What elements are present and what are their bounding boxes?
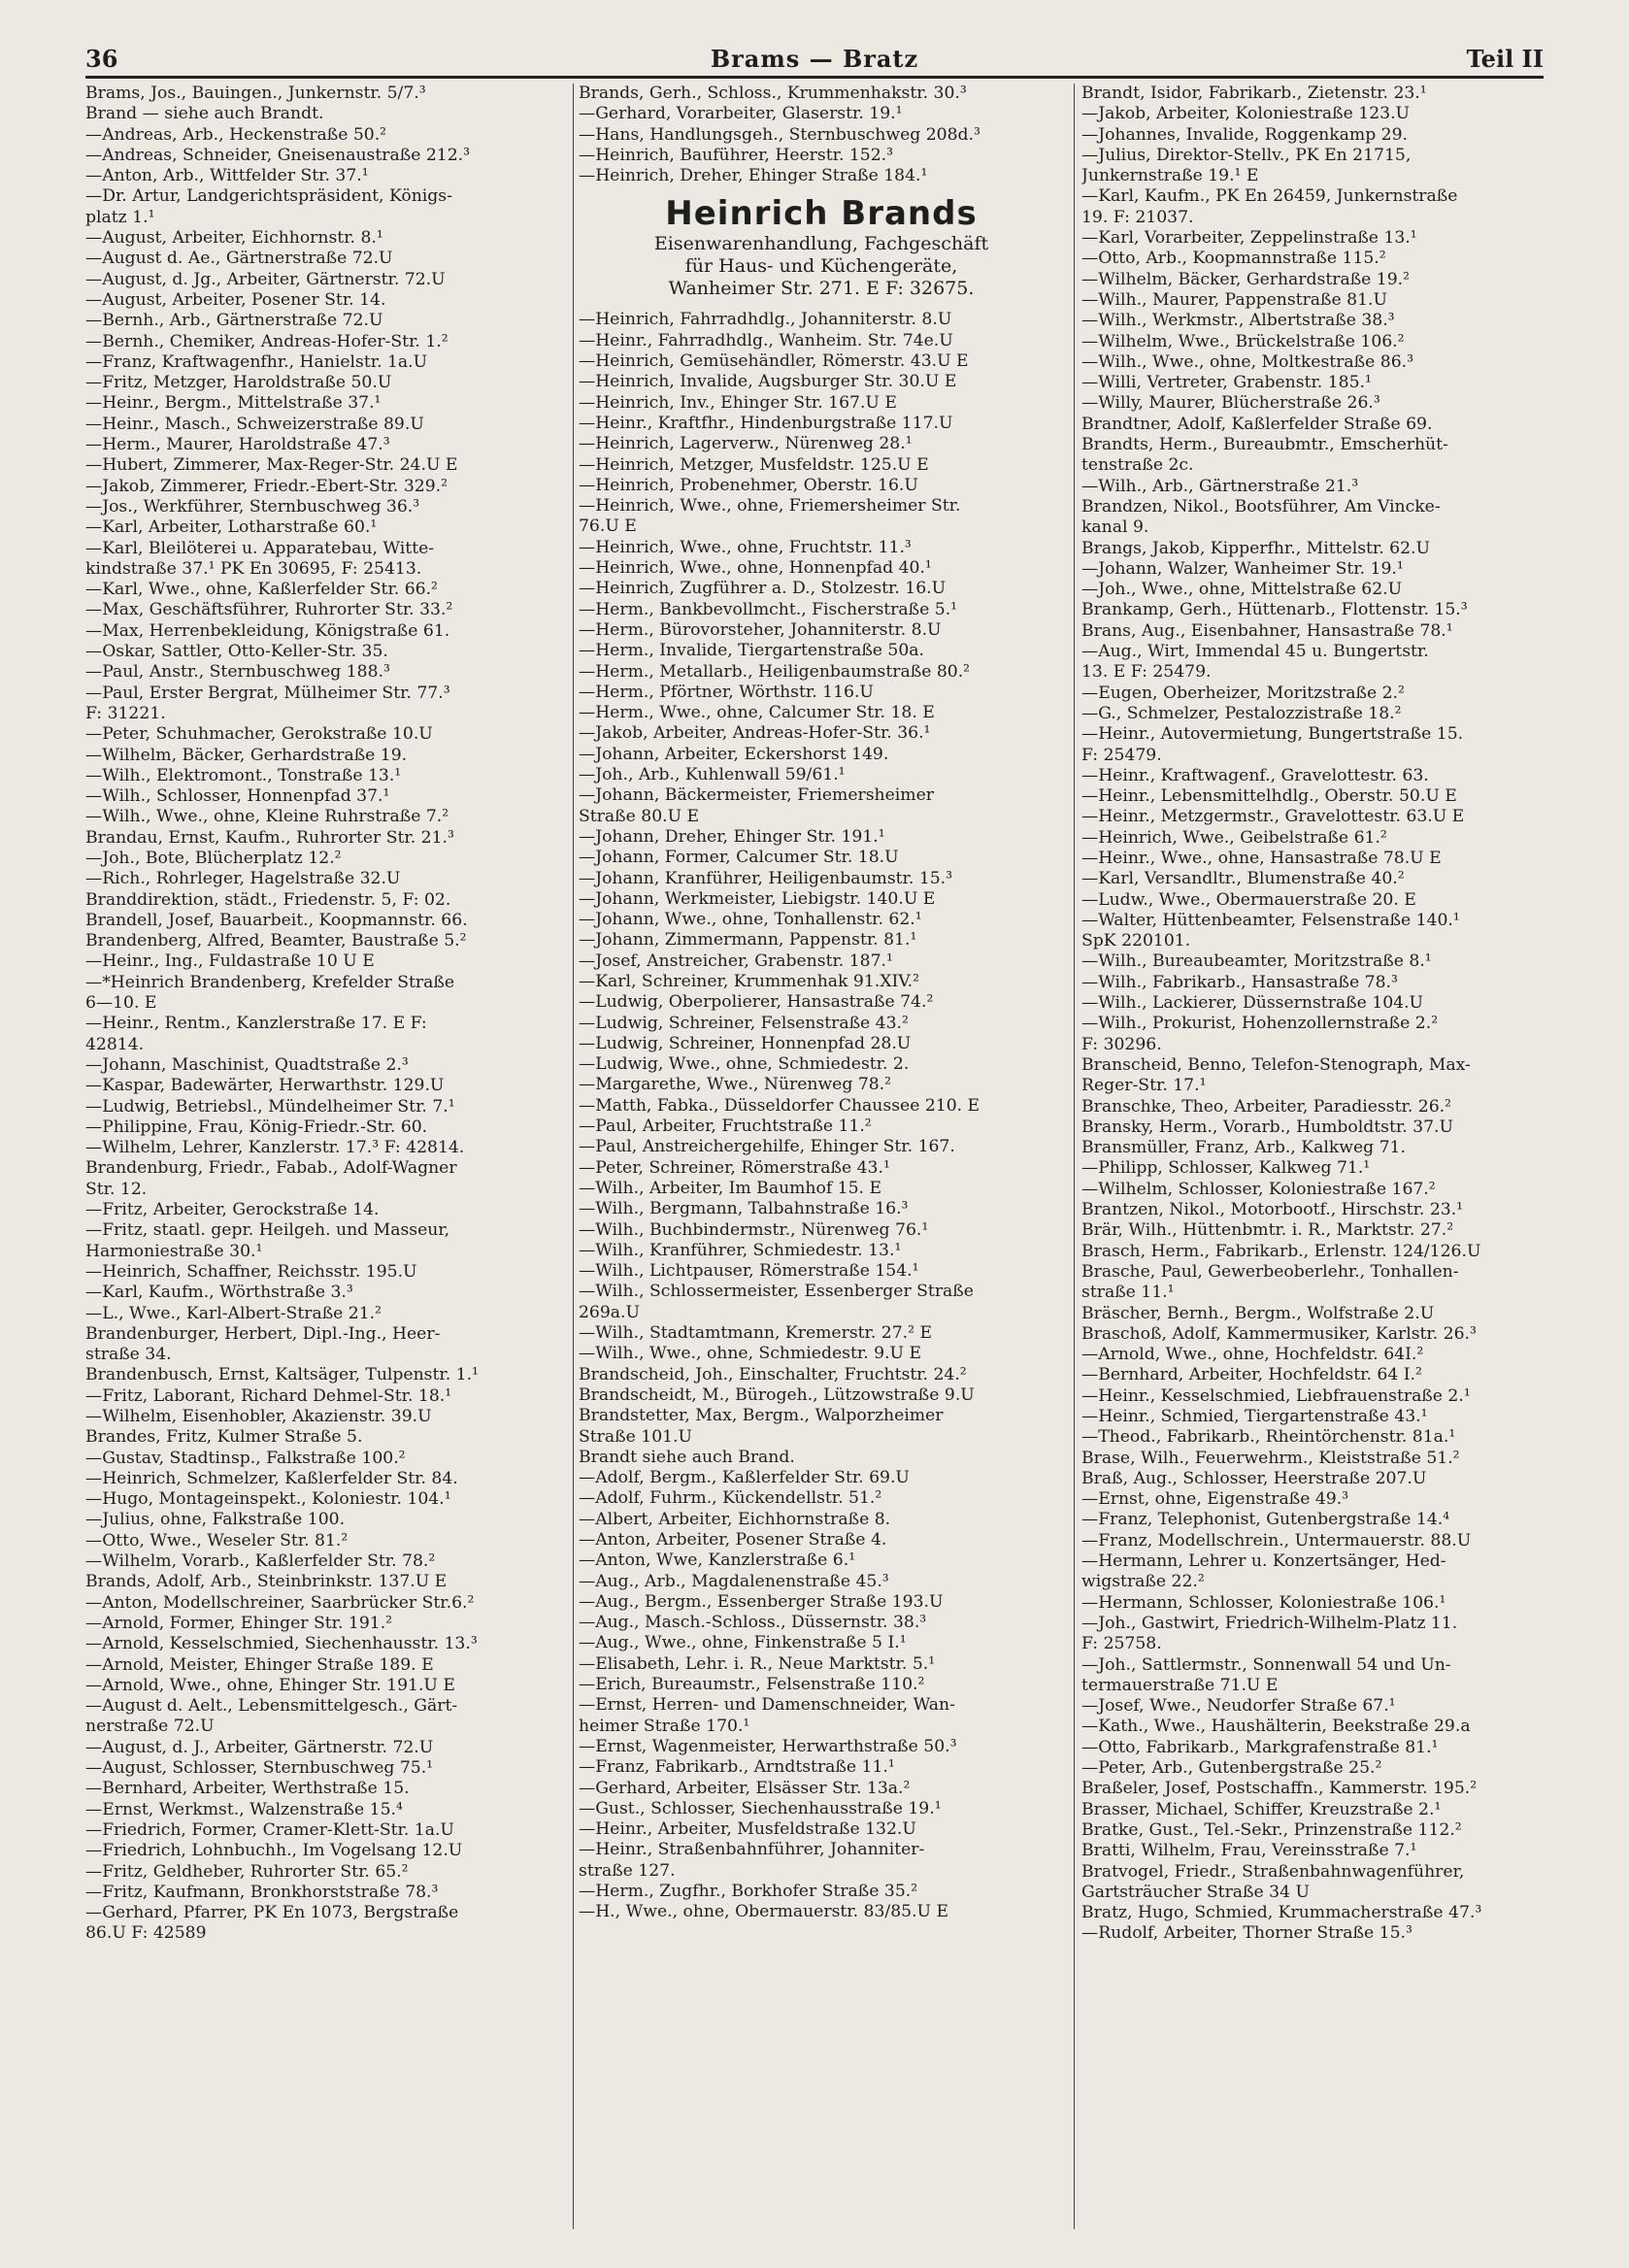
directory-entry-line: Junkernstraße 19.¹ E — [1081, 166, 1259, 186]
directory-entry-line: —Fritz, Arbeiter, Gerockstraße 14. — [85, 1200, 380, 1220]
directory-entry-line: —Ludw., Wwe., Obermauerstraße 20. E — [1081, 889, 1416, 910]
directory-entry-line: —Wilh., Arbeiter, Im Baumhof 15. E — [579, 1178, 882, 1198]
directory-entry-line: Brandenberg, Alfred, Beamter, Baustraße 5.² — [85, 931, 467, 951]
directory-entry-line: —Heinrich, Gemüsehändler, Römerstr. 43.U E — [579, 351, 969, 372]
directory-entry-line: —Joh., Arb., Kuhlenwall 59/61.¹ — [579, 765, 846, 785]
directory-entry-line: Branddirektion, städt., Friedenstr. 5, F: 02. — [85, 889, 451, 910]
directory-entry-line: —Heinrich, Fahrradhdlg., Johanniterstr. 8.U — [579, 310, 952, 330]
directory-entry-line: —Ludwig, Betriebsl., Mündelheimer Str. 7.¹ — [85, 1096, 455, 1117]
directory-entry-line: —Wilh., Wwe., ohne, Moltkestraße 86.³ — [1081, 351, 1413, 372]
directory-entry-line: —Josef, Anstreicher, Grabenstr. 187.¹ — [579, 951, 893, 971]
directory-entry-line: —August, Arbeiter, Eichhornstr. 8.¹ — [85, 228, 383, 249]
directory-entry-line: termauerstraße 71.U E — [1081, 1675, 1279, 1695]
directory-entry-line: —L., Wwe., Karl-Albert-Straße 21.² — [85, 1303, 382, 1323]
directory-entry-line: —Johann, Wwe., ohne, Tonhallenstr. 62.¹ — [579, 910, 922, 930]
directory-entry-line: —Heinr., Straßenbahnführer, Johanniter- — [579, 1840, 925, 1860]
directory-entry-line: —Bernh., Chemiker, Andreas-Hofer-Str. 1.² — [85, 331, 449, 351]
directory-entry-line: —Johann, Former, Calcumer Str. 18.U — [579, 848, 899, 868]
directory-entry-line: heimer Straße 170.¹ — [579, 1716, 750, 1736]
directory-entry-line: —Karl, Kaufm., PK En 26459, Junkernstraße — [1081, 186, 1458, 207]
directory-entry-line: —Gust., Schlosser, Siechenhausstraße 19.¹ — [579, 1798, 942, 1818]
directory-entry-line: —Fritz, staatl. gepr. Heilgeh. und Masseur, — [85, 1220, 450, 1241]
directory-entry-line: —Ernst, Werkmst., Walzenstraße 15.⁴ — [85, 1799, 403, 1819]
directory-entry-line: —Heinrich, Wwe., ohne, Honnenpfad 40.¹ — [579, 558, 932, 579]
ad-line-2: für Haus- und Küchengeräte, — [684, 255, 958, 278]
directory-entry-line: Brandts, Herm., Bureaubmtr., Emscherhüt- — [1081, 435, 1448, 455]
directory-entry-line: —Paul, Arbeiter, Fruchtstraße 11.² — [579, 1117, 872, 1137]
directory-entry-line: —Gerhard, Arbeiter, Elsässer Str. 13a.² — [579, 1778, 911, 1798]
directory-entry-line: —Ludwig, Schreiner, Felsenstraße 43.² — [579, 1013, 909, 1033]
directory-entry-line: Brandscheid, Joh., Einschalter, Fruchtstr. 24.² — [579, 1364, 967, 1384]
directory-entry-line: Brands, Adolf, Arb., Steinbrinkstr. 137.U E — [85, 1572, 448, 1592]
directory-entry-line: —Anton, Arb., Wittfelder Str. 37.¹ — [85, 166, 369, 186]
directory-entry-line: —Adolf, Fuhrm., Kückendellstr. 51.² — [579, 1488, 882, 1509]
directory-entry-line: —Matth, Fabka., Düsseldorfer Chaussee 210. E — [579, 1095, 981, 1116]
directory-entry-line: —Bernhard, Arbeiter, Hochfeldstr. 64 I.² — [1081, 1365, 1422, 1385]
directory-entry-line: Bratti, Wilhelm, Frau, Vereinsstraße 7.¹ — [1081, 1841, 1417, 1861]
directory-entry-line: Brandau, Ernst, Kaufm., Ruhrorter Str. 21.³ — [85, 827, 454, 848]
directory-entry-line: —Karl, Versandltr., Blumenstraße 40.² — [1081, 869, 1405, 889]
directory-entry-line: —Hermann, Schlosser, Koloniestraße 106.¹ — [1081, 1592, 1446, 1613]
directory-entry-line: —August d. Aelt., Lebensmittelgesch., Gärt- — [85, 1696, 458, 1717]
directory-entry-line: —Johann, Dreher, Ehinger Str. 191.¹ — [579, 826, 885, 847]
directory-entry-line: Straße 101.U — [579, 1426, 693, 1447]
directory-entry-line: Brankamp, Gerh., Hüttenarb., Flottenstr. 15.³ — [1081, 600, 1468, 620]
directory-entry-line: Brandscheidt, M., Bürogeh., Lützowstraße 9.U — [579, 1384, 975, 1405]
ad-line-3: Wanheimer Str. 271. E F: 32675. — [668, 278, 975, 300]
directory-entry-line: —Franz, Telephonist, Gutenbergstraße 14.⁴ — [1081, 1510, 1450, 1530]
directory-entry-line: Brans, Aug., Eisenbahner, Hansastraße 78.¹ — [1081, 620, 1453, 641]
directory-entry-line: —Adolf, Bergm., Kaßlerfelder Str. 69.U — [579, 1468, 910, 1488]
directory-entry-line: —Heinr., Masch., Schweizerstraße 89.U — [85, 414, 424, 434]
directory-entry-line: —Kath., Wwe., Haushälterin, Beekstraße 29.a — [1081, 1717, 1471, 1737]
directory-entry-line: —Johann, Werkmeister, Liebigstr. 140.U E — [579, 888, 936, 909]
directory-entry-line: —Herm., Invalide, Tiergartenstraße 50a. — [579, 641, 925, 661]
directory-entry-line: —Ernst, Herren- und Damenschneider, Wan- — [579, 1695, 955, 1716]
directory-entry-line: Brams, Jos., Bauingen., Junkernstr. 5/7.³ — [85, 83, 426, 103]
directory-entry-line: —August, Schlosser, Sternbuschweg 75.¹ — [85, 1758, 434, 1779]
directory-entry-line: —Hermann, Lehrer u. Konzertsänger, Hed- — [1081, 1551, 1446, 1572]
directory-entry-line: —August d. Ae., Gärtnerstraße 72.U — [85, 249, 393, 269]
directory-entry-line: —Wilh., Fabrikarb., Hansastraße 78.³ — [1081, 972, 1398, 992]
column-2-top — [579, 83, 1064, 186]
ad-business-name: Heinrich Brands — [665, 194, 978, 234]
directory-entry-line: Brandzen, Nikol., Bootsführer, Am Vincke- — [1081, 496, 1441, 517]
directory-entry-line: —Heinr., Wwe., ohne, Hansastraße 78.U E — [1081, 848, 1442, 868]
directory-entry-line: —Willi, Vertreter, Grabenstr. 185.¹ — [1081, 373, 1372, 393]
directory-entry-line: Bratz, Hugo, Schmied, Krummacherstraße 47.³ — [1081, 1903, 1482, 1923]
directory-entry-line: —Wilh., Bureaubeamter, Moritzstraße 8.¹ — [1081, 951, 1432, 972]
directory-entry-line: —Wilhelm, Wwe., Brückelstraße 106.² — [1081, 331, 1405, 351]
directory-entry-line: —Heinrich, Bauführer, Heerstr. 152.³ — [579, 145, 894, 165]
directory-entry-line: Brandstetter, Max, Bergm., Walporzheimer — [579, 1406, 944, 1426]
directory-entry-line: —Heinrich, Wwe., ohne, Fruchtstr. 11.³ — [579, 537, 912, 557]
directory-entry-line: tenstraße 2c. — [1081, 455, 1194, 476]
directory-entry-line: Brasch, Herm., Fabrikarb., Erlenstr. 124/126.U — [1081, 1241, 1481, 1261]
directory-entry-line: Branscheid, Benno, Telefon-Stenograph, Max- — [1081, 1054, 1471, 1075]
directory-entry-line: —Wilh., Stadtamtmann, Kremerstr. 27.² E — [579, 1323, 933, 1344]
directory-entry-line: —Anton, Modellschreiner, Saarbrücker Str.6.² — [85, 1592, 475, 1613]
directory-entry-line: Braschoß, Adolf, Kammermusiker, Karlstr. 26.³ — [1081, 1323, 1477, 1344]
directory-entry-line: —Peter, Arb., Gutenbergstraße 25.² — [1081, 1758, 1382, 1779]
directory-entry-line: —Heinrich, Zugführer a. D., Stolzestr. 16.U — [579, 579, 947, 599]
directory-entry-line: platz 1.¹ — [85, 207, 155, 227]
directory-entry-line: —Ernst, ohne, Eigenstraße 49.³ — [1081, 1489, 1349, 1510]
directory-entry-line: —Fritz, Geldheber, Ruhrorter Str. 65.² — [85, 1861, 409, 1882]
directory-entry-line: Bransky, Herm., Vorarb., Humboldtstr. 37.U — [1081, 1117, 1453, 1137]
directory-entry-line: —Aug., Masch.-Schloss., Düssernstr. 38.³ — [579, 1613, 927, 1633]
directory-entry-line: —Wilhelm, Vorarb., Kaßlerfelder Str. 78.² — [85, 1551, 436, 1572]
directory-entry-line: —Julius, Direktor-Stellv., PK En 21715, — [1081, 145, 1412, 165]
directory-entry-line: —Wilh., Schlossermeister, Essenberger Straße — [579, 1282, 974, 1302]
directory-entry-line: —Johannes, Invalide, Roggenkamp 29. — [1081, 124, 1409, 145]
directory-entry-line: —August, d. J., Arbeiter, Gärtnerstr. 72.U — [85, 1737, 434, 1757]
directory-entry-line: —Ludwig, Schreiner, Honnenpfad 28.U — [579, 1033, 912, 1053]
directory-entry-line: straße 34. — [85, 1345, 172, 1365]
directory-entry-line: —Franz, Kraftwagenfhr., Hanielstr. 1a.U — [85, 351, 428, 372]
directory-entry-line: SpK 220101. — [1081, 931, 1191, 951]
directory-entry-line: —Fritz, Laborant, Richard Dehmel-Str. 18.¹ — [85, 1385, 452, 1406]
directory-entry-line: —Friedrich, Former, Cramer-Klett-Str. 1a.U — [85, 1819, 454, 1840]
directory-entry-line: —Otto, Wwe., Weseler Str. 81.² — [85, 1530, 349, 1551]
directory-entry-line: —Heinrich, Inv., Ehinger Str. 167.U E — [579, 392, 897, 413]
directory-entry-line: —Wilh., Buchbindermstr., Nürenweg 76.¹ — [579, 1219, 929, 1240]
directory-entry-line: —Heinrich, Wwe., Geibelstraße 61.² — [1081, 827, 1387, 848]
directory-entry-line: straße 11.¹ — [1081, 1283, 1175, 1303]
directory-entry-line: F: 30296. — [1081, 1034, 1162, 1054]
directory-entry-line: —Rudolf, Arbeiter, Thorner Straße 15.³ — [1081, 1923, 1413, 1944]
directory-entry-line: 13. E F: 25479. — [1081, 662, 1212, 683]
directory-entry-line: —Johann, Bäckermeister, Friemersheimer — [579, 785, 934, 806]
directory-entry-line: —Joh., Gastwirt, Friedrich-Wilhelm-Platz 11. — [1081, 1613, 1458, 1633]
directory-entry-line: Brangs, Jakob, Kipperfhr., Mittelstr. 62.U — [1081, 538, 1430, 558]
directory-entry-line: Harmoniestraße 30.¹ — [85, 1241, 263, 1261]
directory-entry-line: Brandt siehe auch Brand. — [579, 1447, 795, 1467]
directory-entry-line: —Johann, Kranführer, Heiligenbaumstr. 15.³ — [579, 868, 953, 888]
directory-entry-line: —Paul, Anstr., Sternbuschweg 188.³ — [85, 662, 390, 683]
directory-entry-line: Brasser, Michael, Schiffer, Kreuzstraße 2.¹ — [1081, 1799, 1442, 1819]
directory-entry-line: Brandenbusch, Ernst, Kaltsäger, Tulpenstr. 1.¹ — [85, 1365, 479, 1385]
directory-entry-line: Brasche, Paul, Gewerbeoberlehr., Tonhallen- — [1081, 1261, 1459, 1282]
directory-entry-line: —Heinrich, Metzger, Musfeldstr. 125.U E — [579, 454, 929, 475]
directory-entry-line: Brandenburger, Herbert, Dipl.-Ing., Heer- — [85, 1323, 441, 1344]
directory-entry-line: 19. F: 21037. — [1081, 207, 1194, 227]
directory-entry-line: —Otto, Fabrikarb., Markgrafenstraße 81.¹ — [1081, 1737, 1439, 1757]
directory-entry-line: —Arnold, Wwe., ohne, Ehinger Str. 191.U E — [85, 1675, 455, 1695]
directory-entry-line: —Heinrich, Probenehmer, Oberstr. 16.U — [579, 475, 918, 495]
directory-entry-line: Gartsträucher Straße 34 U — [1081, 1882, 1310, 1902]
directory-entry-line: —Karl, Vorarbeiter, Zeppelinstraße 13.¹ — [1081, 228, 1417, 249]
directory-entry-line: —Jos., Werkführer, Sternbuschweg 36.³ — [85, 496, 420, 517]
directory-entry-line: —Aug., Bergm., Essenberger Straße 193.U — [579, 1591, 944, 1612]
directory-entry-line: —Heinrich, Schaffner, Reichsstr. 195.U — [85, 1261, 417, 1282]
directory-entry-line: F: 25758. — [1081, 1634, 1162, 1654]
directory-entry-line: Brantzen, Nikol., Motorbootf., Hirschstr. 23.¹ — [1081, 1200, 1464, 1220]
directory-entry-line: —Elisabeth, Lehr. i. R., Neue Marktstr. 5.¹ — [579, 1653, 936, 1674]
directory-entry-line: —Wilh., Bergmann, Talbahnstraße 16.³ — [579, 1199, 909, 1219]
directory-entry-line: —Heinr., Bergm., Mittelstraße 37.¹ — [85, 393, 382, 414]
directory-entry-line: —Jakob, Arbeiter, Andreas-Hofer-Str. 36.¹ — [579, 723, 931, 744]
directory-entry-line: —Albert, Arbeiter, Eichhornstraße 8. — [579, 1509, 891, 1529]
directory-entry-line: Braßeler, Josef, Postschaffn., Kammerstr. 195.² — [1081, 1779, 1478, 1799]
directory-entry-line: —Otto, Arb., Koopmannstraße 115.² — [1081, 249, 1386, 269]
directory-entry-line: —Herm., Metallarb., Heiligenbaumstraße 80.² — [579, 661, 971, 682]
directory-entry-line: —Wilh., Wwe., ohne, Kleine Ruhrstraße 7.² — [85, 807, 449, 827]
directory-entry-line: Bratvogel, Friedr., Straßenbahnwagenführer, — [1081, 1861, 1465, 1882]
directory-entry-line: —Heinr., Fahrradhdlg., Wanheim. Str. 74e.U — [579, 330, 953, 350]
directory-entry-line: Brandt, Isidor, Fabrikarb., Zietenstr. 23.¹ — [1081, 83, 1427, 103]
directory-entry-line: Straße 80.U E — [579, 806, 700, 826]
directory-entry-line: Braß, Aug., Schlosser, Heerstraße 207.U — [1081, 1468, 1427, 1488]
directory-entry-line: Branschke, Theo, Arbeiter, Paradiesstr. 26.² — [1081, 1096, 1452, 1117]
directory-entry-line: —Herm., Zugfhr., Borkhofer Straße 35.² — [579, 1882, 918, 1902]
directory-entry-line: —Max, Herrenbekleidung, Königstraße 61. — [85, 620, 450, 641]
directory-entry-line: —Ludwig, Wwe., ohne, Schmiedestr. 2. — [579, 1054, 910, 1075]
directory-entry-line: —August, d. Jg., Arbeiter, Gärtnerstr. 72.U — [85, 269, 446, 289]
directory-entry-line: —Karl, Bleilöterei u. Apparatebau, Witte- — [85, 538, 435, 558]
directory-entry-line: —Gerhard, Pfarrer, PK En 1073, Bergstraße — [85, 1903, 459, 1923]
directory-entry-line: F: 31221. — [85, 703, 166, 723]
directory-entry-line: —Heinrich, Invalide, Augsburger Str. 30.U E — [579, 372, 957, 392]
directory-entry-line: —Bernhard, Arbeiter, Werthstraße 15. — [85, 1779, 410, 1799]
header-rule — [85, 76, 1544, 79]
directory-entry-line: —Johann, Arbeiter, Eckershorst 149. — [579, 744, 889, 764]
directory-entry-line: Brandes, Fritz, Kulmer Straße 5. — [85, 1427, 363, 1448]
directory-entry-line: —H., Wwe., ohne, Obermauerstr. 83/85.U E — [579, 1902, 949, 1922]
directory-entry-line: —Wilh., Kranführer, Schmiedestr. 13.¹ — [579, 1240, 902, 1260]
directory-entry-line: —G., Schmelzer, Pestalozzistraße 18.² — [1081, 703, 1402, 723]
directory-entry-line: —Wilhelm, Bäcker, Gerhardstraße 19.² — [1081, 269, 1411, 289]
directory-entry-line: Brandell, Josef, Bauarbeit., Koopmannstr. 66. — [85, 910, 468, 930]
directory-entry-line: —Wilh., Wwe., ohne, Schmiedestr. 9.U E — [579, 1344, 922, 1364]
directory-entry-line: —Franz, Modellschrein., Untermauerstr. 88.U — [1081, 1530, 1472, 1551]
directory-entry-line: —August, Arbeiter, Posener Str. 14. — [85, 289, 386, 310]
directory-entry-line: —Anton, Wwe, Kanzlerstraße 6.¹ — [579, 1551, 856, 1571]
directory-entry-line: kanal 9. — [1081, 517, 1149, 538]
directory-entry-line: —Margarethe, Wwe., Nürenweg 78.² — [579, 1075, 892, 1095]
directory-entry-line: Reger-Str. 17.¹ — [1081, 1076, 1207, 1096]
directory-entry-line: Brand — siehe auch Brandt. — [85, 104, 324, 124]
directory-entry-line: —Heinr., Kraftfhr., Hindenburgstraße 117.U — [579, 413, 953, 433]
directory-entry-line: —Heinrich, Dreher, Ehinger Straße 184.¹ — [579, 166, 928, 186]
directory-entry-line: —Andreas, Arb., Heckenstraße 50.² — [85, 124, 387, 145]
directory-entry-line: 86.U F: 42589 — [85, 1923, 207, 1944]
directory-entry-line: —Jakob, Zimmerer, Friedr.-Ebert-Str. 329.² — [85, 476, 449, 496]
directory-entry-line: —Peter, Schreiner, Römerstraße 43.¹ — [579, 1157, 890, 1178]
advertisement — [579, 194, 1064, 300]
directory-entry-line: —Bernh., Arb., Gärtnerstraße 72.U — [85, 311, 383, 331]
directory-entry-line: —Wilhelm, Lehrer, Kanzlerstr. 17.³ F: 42814. — [85, 1138, 465, 1158]
directory-entry-line: —Paul, Anstreichergehilfe, Ehinger Str. 167. — [579, 1137, 955, 1157]
directory-entry-line: —Eugen, Oberheizer, Moritzstraße 2.² — [1081, 683, 1405, 703]
directory-entry-line: —Heinr., Ing., Fuldastraße 10 U E — [85, 951, 375, 972]
directory-entry-line: —Heinrich, Lagerverw., Nürenweg 28.¹ — [579, 434, 913, 454]
directory-entry-line: —Fritz, Kaufmann, Bronkhorststraße 78.³ — [85, 1882, 439, 1902]
column-1 — [85, 83, 571, 2229]
directory-entry-line: —Karl, Schreiner, Krummenhak 91.XIV.² — [579, 971, 920, 991]
directory-entry-line: —Herm., Wwe., ohne, Calcumer Str. 18. E — [579, 703, 935, 723]
section-label: Teil II — [1466, 45, 1544, 73]
directory-entry-line: —Josef, Wwe., Neudorfer Straße 67.¹ — [1081, 1696, 1396, 1717]
directory-entry-line: —Friedrich, Lohnbuchh., Im Vogelsang 12.U — [85, 1841, 463, 1861]
directory-entry-line: —Arnold, Meister, Ehinger Straße 189. E — [85, 1654, 434, 1675]
directory-entry-line: nerstraße 72.U — [85, 1717, 215, 1737]
directory-entry-line: —Arnold, Former, Ehinger Str. 191.² — [85, 1613, 393, 1633]
directory-entry-line: —Karl, Kaufm., Wörthstraße 3.³ — [85, 1283, 353, 1303]
directory-entry-line: F: 25479. — [1081, 745, 1162, 765]
directory-entry-line: —Hubert, Zimmerer, Max-Reger-Str. 24.U E — [85, 455, 458, 476]
directory-entry-line: —Wilh., Prokurist, Hohenzollernstraße 2.² — [1081, 1014, 1439, 1034]
directory-entry-line: Bräscher, Bernh., Bergm., Wolfstraße 2.U — [1081, 1303, 1435, 1323]
directory-entry-line: —Max, Geschäftsführer, Ruhrorter Str. 33.² — [85, 600, 453, 620]
directory-entry-line: —Ludwig, Oberpolierer, Hansastraße 74.² — [579, 992, 934, 1013]
directory-entry-line: —Jakob, Arbeiter, Koloniestraße 123.U — [1081, 104, 1411, 124]
directory-entry-line: —Wilhelm, Bäcker, Gerhardstraße 19. — [85, 745, 408, 765]
directory-entry-line: —Philippine, Frau, König-Friedr.-Str. 60. — [85, 1117, 428, 1137]
directory-entry-line: —Wilhelm, Eisenhobler, Akazienstr. 39.U — [85, 1407, 432, 1426]
page-header — [85, 45, 1544, 78]
directory-entry-line: —Paul, Erster Bergrat, Mülheimer Str. 77.³ — [85, 683, 450, 703]
directory-entry-line: —Walter, Hüttenbeamter, Felsenstraße 140.¹ — [1081, 910, 1460, 930]
directory-entry-line: Brandenburg, Friedr., Fabab., Adolf-Wagner — [85, 1158, 457, 1179]
directory-entry-line: —Kaspar, Badewärter, Herwarthstr. 129.U — [85, 1076, 445, 1096]
directory-entry-line: —Heinrich, Wwe., ohne, Friemersheimer Str. — [579, 496, 961, 517]
directory-entry-line: —Wilh., Arb., Gärtnerstraße 21.³ — [1081, 476, 1359, 496]
directory-entry-line: —Rich., Rohrleger, Hagelstraße 32.U — [85, 869, 401, 889]
directory-entry-line: —Joh., Wwe., ohne, Mittelstraße 62.U — [1081, 580, 1403, 600]
directory-entry-line: —Andreas, Schneider, Gneisenaustraße 212.³ — [85, 145, 470, 165]
directory-entry-line: straße 127. — [579, 1860, 676, 1881]
directory-entry-line: —Ernst, Wagenmeister, Herwarthstraße 50.³ — [579, 1736, 957, 1756]
directory-entry-line: —Karl, Wwe., ohne, Kaßlerfelder Str. 66.² — [85, 580, 438, 600]
directory-entry-line: —Heinr., Arbeiter, Musfeldstraße 132.U — [579, 1819, 916, 1840]
directory-entry-line: —Heinr., Rentm., Kanzlerstraße 17. E F: — [85, 1014, 427, 1034]
directory-entry-line: —Wilh., Elektromont., Tonstraße 13.¹ — [85, 765, 402, 785]
directory-entry-line: Bratke, Gust., Tel.-Sekr., Prinzenstraße 112.² — [1081, 1819, 1462, 1840]
directory-entry-line: —Gustav, Stadtinsp., Falkstraße 100.² — [85, 1448, 406, 1468]
column-2-bottom — [579, 310, 1064, 1922]
directory-entry-line: —Fritz, Metzger, Haroldstraße 50.U — [85, 373, 392, 393]
page-number: 36 — [85, 45, 118, 73]
directory-entry-line: —Hans, Handlungsgeh., Sternbuschweg 208d.³ — [579, 124, 981, 145]
directory-entry-line: —Aug., Wirt, Immendal 45 u. Bungertstr. — [1081, 642, 1429, 662]
directory-entry-line: —Wilh., Lichtpauser, Römerstraße 154.¹ — [579, 1261, 919, 1282]
directory-entry-line: 6—10. E — [85, 993, 157, 1014]
directory-entry-line: —Dr. Artur, Landgerichtspräsident, Königs- — [85, 186, 452, 207]
directory-entry-line: —Anton, Arbeiter, Posener Straße 4. — [579, 1530, 887, 1550]
directory-entry-line: —Gerhard, Vorarbeiter, Glaserstr. 19.¹ — [579, 104, 903, 124]
directory-entry-line: —Wilhelm, Schlosser, Koloniestraße 167.² — [1081, 1179, 1436, 1199]
directory-entry-line: —Heinr., Schmied, Tiergartenstraße 43.¹ — [1081, 1407, 1428, 1426]
directory-entry-line: —Peter, Schuhmacher, Gerokstraße 10.U — [85, 724, 433, 745]
ad-line-1: Eisenwarenhandlung, Fachgeschäft — [653, 233, 989, 255]
directory-entry-line: —Johann, Maschinist, Quadtstraße 2.³ — [85, 1054, 409, 1075]
directory-entry-line: —Wilh., Werkmstr., Albertstraße 38.³ — [1081, 311, 1395, 331]
directory-entry-line: —Wilh., Schlosser, Honnenpfad 37.¹ — [85, 786, 390, 807]
directory-entry-line: —Philipp, Schlosser, Kalkweg 71.¹ — [1081, 1158, 1371, 1179]
directory-entry-line: Brandtner, Adolf, Kaßlerfelder Straße 69. — [1081, 414, 1433, 434]
directory-entry-line: Str. 12. — [85, 1179, 148, 1199]
directory-entry-line: —Arnold, Kesselschmied, Siechenhausstr. 13.³ — [85, 1634, 478, 1654]
directory-entry-line: —Julius, ohne, Falkstraße 100. — [85, 1510, 346, 1530]
directory-entry-line: —Heinr., Metzgermstr., Gravelottestr. 63.U E — [1081, 807, 1465, 827]
directory-entry-line: Brands, Gerh., Schloss., Krummenhakstr. 30.³ — [579, 83, 967, 103]
directory-entry-line: —Theod., Fabrikarb., Rheintörchenstr. 81a.¹ — [1081, 1427, 1456, 1448]
directory-entry-line: —Herm., Bürovorsteher, Johanniterstr. 8.U — [579, 619, 942, 640]
directory-entry-line: 42814. — [85, 1034, 145, 1054]
directory-entry-line: —Erich, Bureaumstr., Felsenstraße 110.² — [579, 1675, 925, 1695]
directory-entry-line: —Arnold, Wwe., ohne, Hochfeldstr. 64I.² — [1081, 1345, 1424, 1365]
directory-entry-line: Brär, Wilh., Hüttenbmtr. i. R., Marktstr. 27.² — [1081, 1220, 1454, 1241]
directory-entry-line: —Herm., Pförtner, Wörthstr. 116.U — [579, 682, 874, 702]
directory-entry-line: —Herm., Maurer, Haroldstraße 47.³ — [85, 435, 390, 455]
directory-entry-line: —Joh., Bote, Blücherplatz 12.² — [85, 848, 342, 868]
directory-entry-line: —Aug., Wwe., ohne, Finkenstraße 5 I.¹ — [579, 1633, 907, 1653]
directory-entry-line: —Heinr., Autovermietung, Bungertstraße 15. — [1081, 724, 1464, 745]
directory-entry-line: —Heinr., Kraftwagenf., Gravelottestr. 63. — [1081, 765, 1429, 785]
directory-entry-line: —Aug., Arb., Magdalenenstraße 45.³ — [579, 1571, 889, 1591]
directory-entry-line: —Oskar, Sattler, Otto-Keller-Str. 35. — [85, 642, 388, 662]
directory-entry-line: —Willy, Maurer, Blücherstraße 26.³ — [1081, 393, 1380, 414]
directory-entry-line: —*Heinrich Brandenberg, Krefelder Straße — [85, 972, 455, 992]
directory-entry-line: —Hugo, Montageinspekt., Koloniestr. 104.¹ — [85, 1489, 451, 1510]
directory-entry-line: —Karl, Arbeiter, Lotharstraße 60.¹ — [85, 517, 378, 538]
directory-entry-line: —Wilh., Maurer, Pappenstraße 81.U — [1081, 289, 1387, 310]
directory-entry-line: 269a.U — [579, 1302, 641, 1322]
directory-entry-line: —Herm., Bankbevollmcht., Fischerstraße 5.¹ — [579, 599, 958, 619]
column-3 — [1081, 83, 1544, 2229]
directory-entry-line: Brase, Wilh., Feuerwehrm., Kleiststraße 51.² — [1081, 1448, 1460, 1468]
directory-entry-line: —Joh., Sattlermstr., Sonnenwall 54 und Un- — [1081, 1654, 1451, 1675]
directory-entry-line: —Heinr., Kesselschmied, Liebfrauenstraße 2.¹ — [1081, 1385, 1471, 1406]
directory-entry-line: wigstraße 22.² — [1081, 1572, 1205, 1592]
directory-entry-line: 76.U E — [579, 517, 637, 537]
directory-entry-line: —Heinr., Lebensmittelhdlg., Oberstr. 50.U E — [1081, 786, 1457, 807]
running-title: Brams — Bratz — [710, 45, 919, 73]
directory-entry-line: kindstraße 37.¹ PK En 30695, F: 25413. — [85, 558, 422, 579]
directory-entry-line: —Johann, Zimmermann, Pappenstr. 81.¹ — [579, 930, 917, 951]
column-divider — [1074, 83, 1075, 2229]
directory-entry-line: Bransmüller, Franz, Arb., Kalkweg 71. — [1081, 1138, 1406, 1158]
column-2 — [579, 83, 1064, 2229]
directory-entry-line: —Johann, Walzer, Wanheimer Str. 19.¹ — [1081, 558, 1404, 579]
directory-entry-line: —Wilh., Lackierer, Düssernstraße 104.U — [1081, 993, 1424, 1014]
directory-entry-line: —Heinrich, Schmelzer, Kaßlerfelder Str. 84. — [85, 1468, 458, 1488]
directory-entry-line: —Franz, Fabrikarb., Arndtstraße 11.¹ — [579, 1757, 895, 1778]
column-divider — [573, 83, 574, 2229]
